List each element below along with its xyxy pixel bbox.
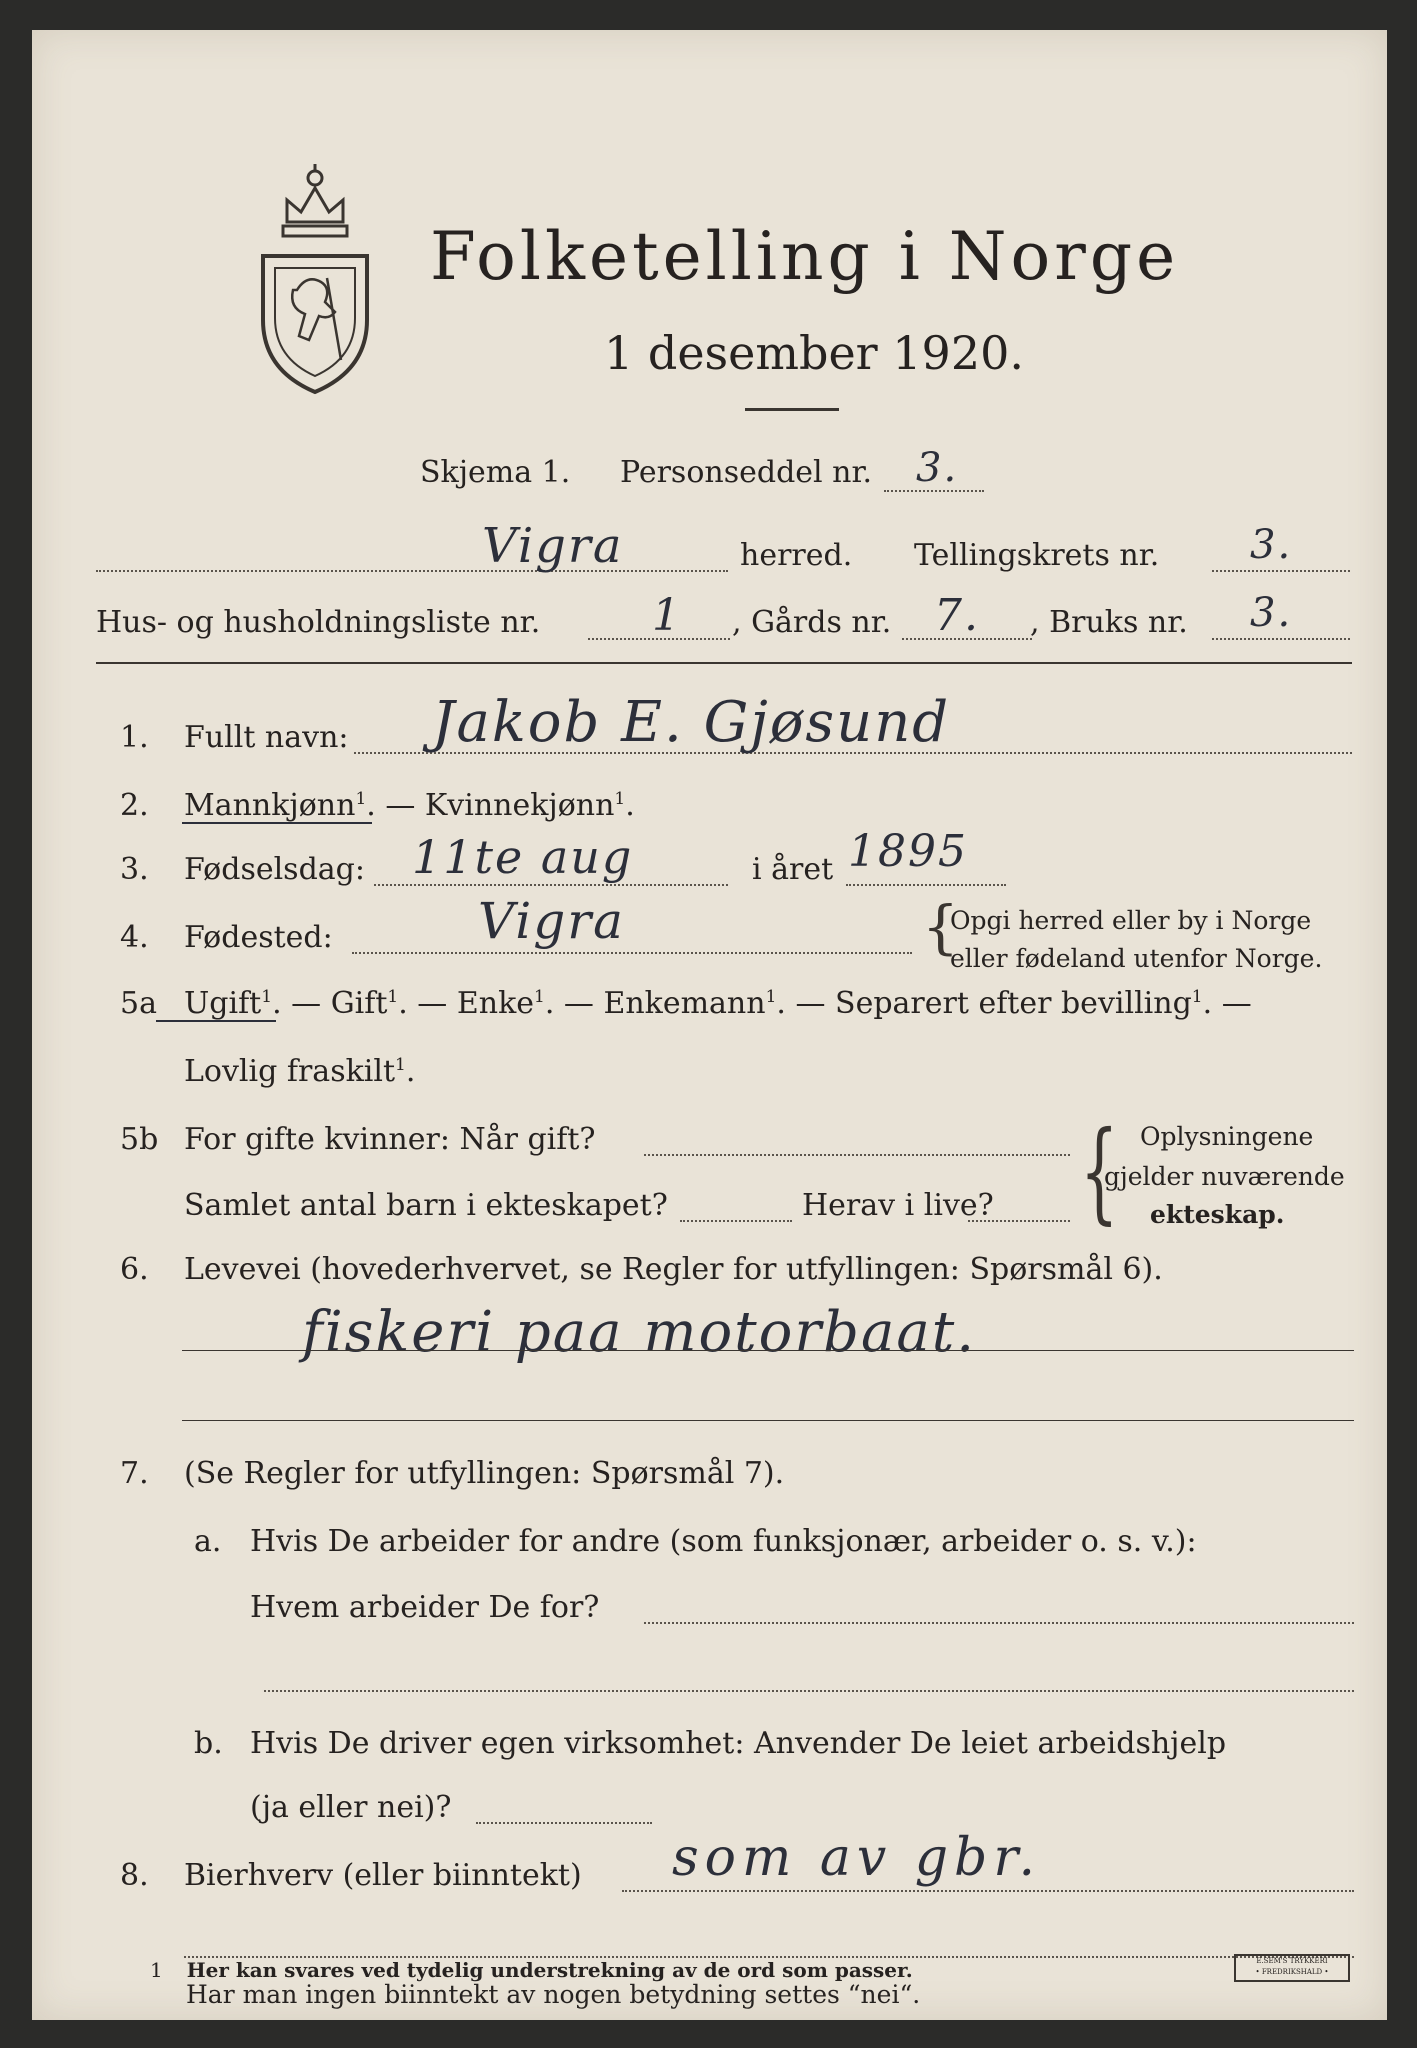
q8-label: Bierhverv (eller biinntekt): [184, 1858, 582, 1893]
q7a-number: a.: [194, 1524, 222, 1559]
q5b-label2: Samlet antal barn i ekteskapet?: [184, 1188, 668, 1223]
husliste-value: 1: [652, 590, 682, 641]
q7b-label2: (ja eller nei)?: [250, 1790, 452, 1825]
q1-value: Jakob E. Gjøsund: [432, 690, 951, 755]
q2-option-female: Kvinnekjønn: [424, 788, 615, 823]
q3-number: 3.: [120, 852, 149, 887]
tellingskrets-line: [1212, 570, 1350, 572]
q3-year-line: [846, 884, 1006, 886]
bruks-line: [1212, 638, 1350, 640]
q3-label: Fødselsdag:: [184, 852, 365, 887]
q5a-dash-1: . —: [272, 986, 331, 1021]
q5a-underline-handwritten: [156, 1020, 276, 1022]
personseddel-value: 3.: [916, 445, 959, 491]
q8-value: som av gbr.: [672, 1828, 1041, 1888]
q3-year-value: 1895: [848, 826, 968, 877]
q6-label: Levevei (hovederhvervet, se Regler for utfyllingen: Spørsmål 6).: [184, 1252, 1163, 1287]
q5b-note1: Oplysningene: [1140, 1122, 1314, 1151]
q7b-label: Hvis De driver egen virksomhet: Anvender De leiet arbeidshjelp: [250, 1726, 1227, 1761]
q6-number: 6.: [120, 1252, 149, 1287]
q4-line: [352, 952, 912, 954]
q2-underline-handwritten: [182, 822, 372, 824]
q5a-footnote-mark-2: 1: [387, 987, 399, 1007]
skjema-label: Skjema 1.: [420, 455, 571, 490]
herred-line: [96, 570, 728, 572]
q4-brace: {: [922, 893, 959, 961]
q3-year-label: i året: [752, 852, 834, 887]
footnote-number: 1: [150, 1958, 163, 1982]
tellingskrets-value: 3.: [1250, 522, 1293, 568]
q4-number: 4.: [120, 920, 149, 955]
q5a-options-line2: Lovlig fraskilt$^1$.: [184, 1054, 416, 1089]
printer-mark-line1: E.SEM'S TRYKKERI: [1256, 1957, 1328, 1965]
q5b-line: [644, 1154, 1070, 1156]
q5a-option-enke: Enke: [456, 986, 534, 1021]
q5b-line2: [680, 1220, 792, 1222]
herred-label: herred.: [740, 538, 853, 573]
q2-footnote-mark-1: 1: [355, 789, 367, 809]
printer-mark-line2: • FREDRIKSHALD •: [1255, 1968, 1329, 1976]
header-divider: [96, 662, 1352, 664]
q5a-dash-4: . —: [776, 986, 836, 1021]
q2-number: 2.: [120, 788, 149, 823]
form-date: 1 desember 1920.: [604, 326, 1024, 380]
q5b-number: 5b: [120, 1122, 159, 1157]
q5a-footnote-mark-1: 1: [261, 987, 273, 1007]
title-divider: [745, 408, 839, 411]
q5a-option-gift: Gift: [330, 986, 388, 1021]
q4-label: Fødested:: [184, 920, 333, 955]
q5b-label3: Herav i live?: [802, 1188, 994, 1223]
q5a-footnote-mark-4: 1: [765, 987, 777, 1007]
q3-line: [374, 884, 728, 886]
q2-options: [184, 788, 635, 823]
tellingskrets-label: Tellingskrets nr.: [914, 538, 1160, 573]
q5a-option-enkemann: Enkemann: [603, 986, 766, 1021]
q6-line2: [182, 1420, 1354, 1421]
gaards-label: , Gårds nr.: [732, 605, 892, 640]
q5a-footnote-mark-6: 1: [395, 1055, 406, 1075]
q4-value: Vigra: [478, 892, 625, 950]
gaards-value: 7.: [934, 590, 980, 641]
q5b-note3: ekteskap.: [1150, 1200, 1285, 1229]
q5a-footnote-mark-5: 1: [1191, 987, 1203, 1007]
q6-line: [182, 1350, 1354, 1351]
q5a-option-separert: Separert efter bevilling: [835, 986, 1192, 1021]
herred-value: Vigra: [482, 518, 624, 574]
q4-note-line1: Opgi herred eller by i Norge: [950, 906, 1312, 935]
q7-label: (Se Regler for utfyllingen: Spørsmål 7).: [184, 1456, 785, 1491]
q2-separator: . —: [366, 788, 425, 823]
q8-note: Har man ingen biinntekt av nogen betydning settes “nei“.: [186, 1980, 921, 2009]
q5b-label: For gifte kvinner: Når gift?: [184, 1122, 596, 1157]
husliste-label: Hus- og husholdningsliste nr.: [96, 605, 541, 640]
q5b-brace: {: [1080, 1107, 1119, 1235]
q7a-line2: [264, 1690, 1354, 1692]
q5a-dash-3: . —: [544, 986, 604, 1021]
q6-value: fiskeri paa motorbaat.: [302, 1300, 977, 1365]
bruks-label: , Bruks nr.: [1030, 605, 1188, 640]
printer-mark: [1234, 1954, 1350, 1982]
q1-label: Fullt navn:: [184, 720, 349, 755]
q7a-label2: Hvem arbeider De for?: [250, 1590, 600, 1625]
q7a-label: Hvis De arbeider for andre (som funksjonær, arbeider o. s. v.):: [250, 1524, 1197, 1559]
q1-number: 1.: [120, 720, 149, 755]
coat-of-arms-icon: [257, 160, 373, 396]
footnote: [150, 1958, 913, 1982]
q7b-line: [476, 1822, 652, 1824]
q3-value: 11te aug: [412, 830, 634, 884]
q7b-number: b.: [194, 1726, 223, 1761]
q5a-footnote-mark-3: 1: [534, 987, 545, 1007]
q5a-dash-2: . —: [398, 986, 457, 1021]
bruks-value: 3.: [1250, 590, 1293, 636]
q8-line: [622, 1890, 1354, 1892]
q7a-line: [644, 1622, 1354, 1624]
census-form-sheet: [32, 30, 1387, 2020]
q5a-number: 5a: [120, 986, 157, 1021]
q5b-line3: [968, 1220, 1070, 1222]
q5b-note2: gjelder nuværende: [1104, 1162, 1345, 1191]
q5a-dash-5: . —: [1202, 986, 1252, 1021]
q4-note-line2: eller fødeland utenfor Norge.: [950, 944, 1323, 973]
form-title: Folketelling i Norge: [430, 218, 1180, 295]
q7-number: 7.: [120, 1456, 149, 1491]
q5a-option-ugift: Ugift: [184, 986, 262, 1021]
q2-end: .: [625, 788, 635, 823]
q5a-options: [184, 986, 1252, 1021]
personseddel-label: Personseddel nr.: [620, 455, 873, 490]
q8-number: 8.: [120, 1858, 149, 1893]
footnote-text: Her kan svares ved tydelig understrekning av de ord som passer.: [186, 1958, 913, 1982]
q2-footnote-mark-2: 1: [614, 789, 626, 809]
q5a-option-fraskilt: Lovlig fraskilt: [184, 1054, 396, 1089]
q2-option-male: Mannkjønn: [184, 788, 356, 823]
